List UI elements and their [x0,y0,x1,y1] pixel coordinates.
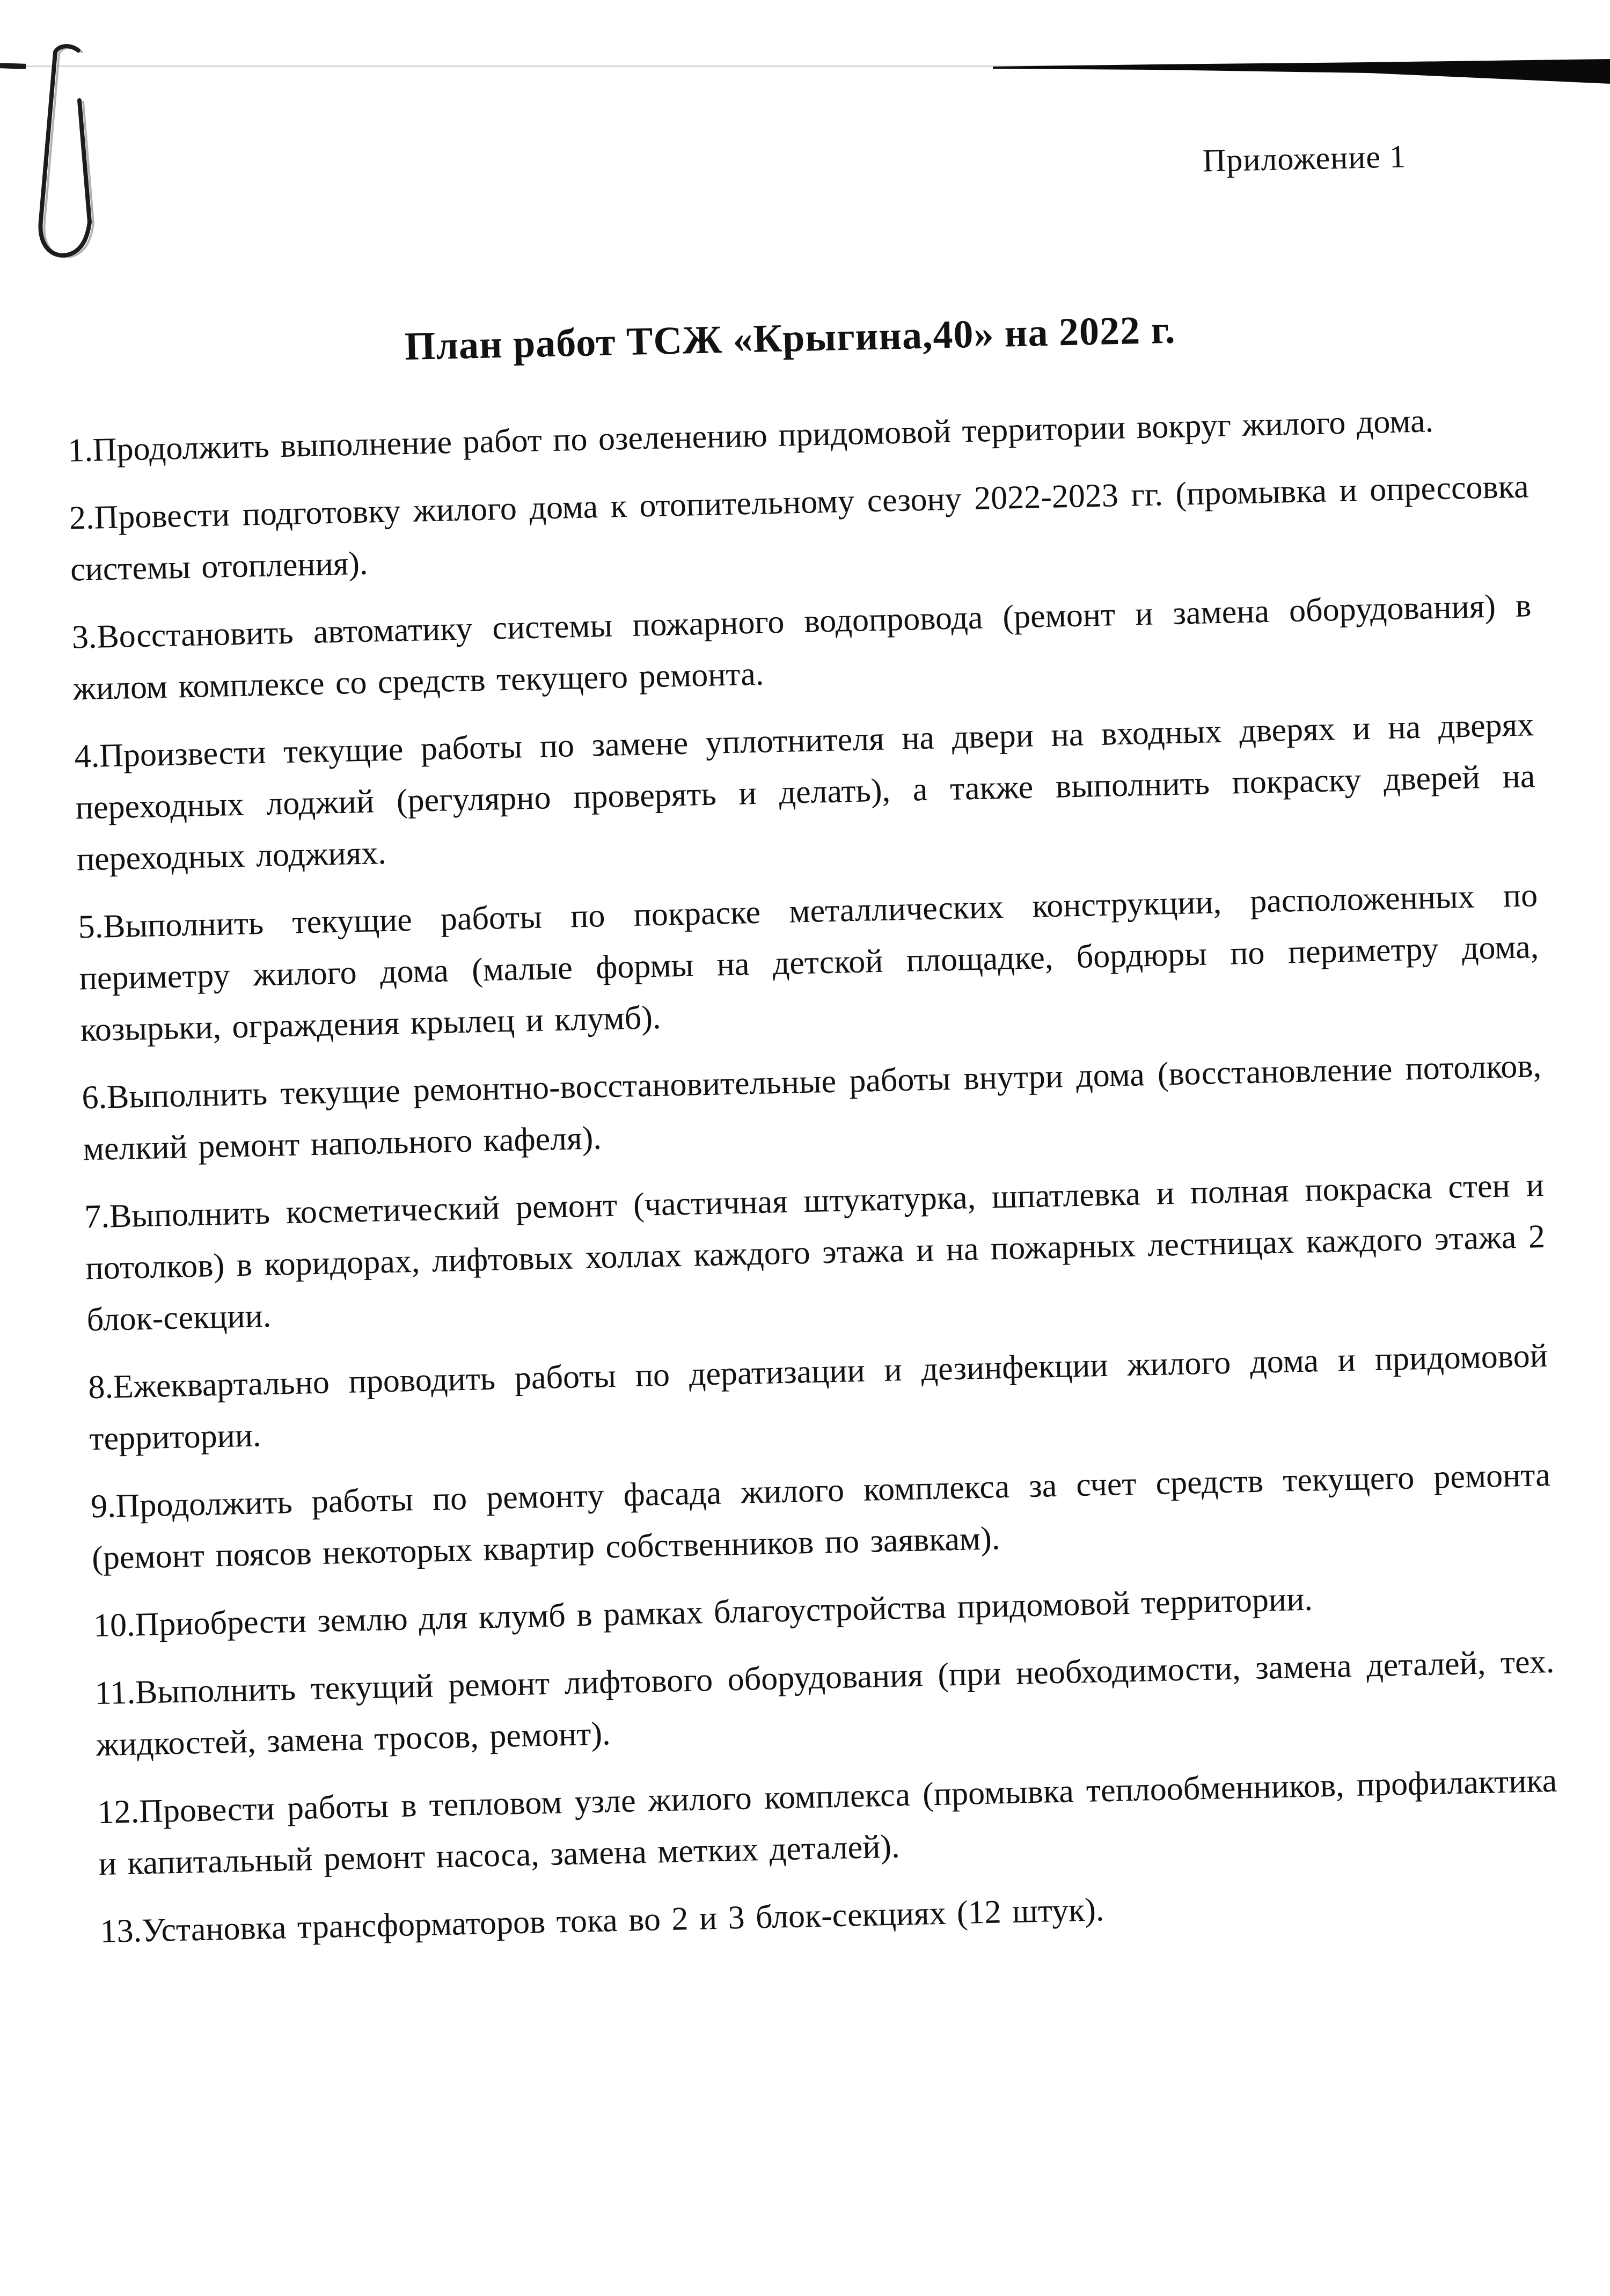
page-title: План работ ТСЖ «Крыгина,40» на 2022 г. [404,308,1176,369]
plan-item-13: 13.Установка трансформаторов тока во 2 и 3 блок-секциях (12 штук). [99,1891,1105,1950]
plan-item-12: 12.Провести работы в тепловом узле жилого комплекса (промывка теплообменников, профилактика и капитальный ремонт насоса, замена метких деталей). [97,1762,1557,1883]
plan-item-5: 5.Выполнить текущие работы по покраске металлических конструкции, расположенных по периметру жилого дома (малые формы на детской площадке, бордюры по периметру дома, козырьки, ограждения крылец и клумб). [77,877,1539,1049]
appendix-label: Приложение 1 [1202,138,1407,179]
plan-item-6: 6.Выполнить текущие ремонтно-восстановительные работы внутри дома (восстановление потолков, мелкий ремонт напольного кафеля). [81,1048,1542,1168]
plan-items-list [67,393,1560,1973]
plan-item-1: 1.Продолжить выполнение работ по озеленению придомовой территории вокруг жилого дома. [67,403,1434,469]
plan-item-11: 11.Выполнить текущий ремонт лифтового оборудования (при необходимости, замена деталей, тех. жидкостей, замена тросов, ремонт). [94,1643,1555,1764]
plan-item-4: 4.Произвести текущие работы по замене уплотнителя на двери на входных дверях и на дверях переходных лоджий (регулярно проверять и делать), а также выполнить покраску дверей на переходных лоджиях. [74,706,1535,878]
plan-item-10: 10.Приобрести землю для клумб в рамках благоустройства придомовой территории. [93,1581,1313,1644]
plan-item-3: 3.Восстановить автоматику системы пожарного водопровода (ремонт и замена оборудования) в жилом комплексе со средств текущего ремонта. [71,587,1532,707]
plan-item-7: 7.Выполнить косметический ремонт (частичная штукатурка, шпатлевка и полная покраска стен и потолков) в коридорах, лифтовых холлах каждого этажа и на пожарных лестницах каждого этажа 2 блок-секции. [84,1167,1546,1339]
plan-item-9: 9.Продолжить работы по ремонту фасада жилого комплекса за счет средств текущего ремонта (ремонт поясов некоторых квартир собственников по заявкам). [90,1456,1551,1577]
plan-item-2: 2.Провести подготовку жилого дома к отопительному сезону 2022-2023 гг. (промывка и опрессовка системы отопления). [69,468,1529,588]
plan-item-8: 8.Ежеквартально проводить работы по дератизации и дезинфекции жилого дома и придомовой территории. [87,1337,1548,1458]
